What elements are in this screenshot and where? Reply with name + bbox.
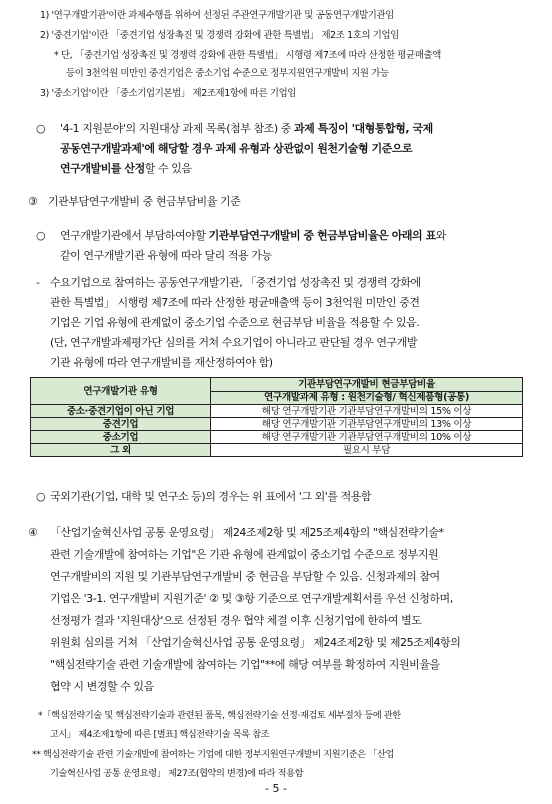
para3-line4: (단, 연구개발과제평가단 심의를 거쳐 수요기업이 아니라고 판단될 경우 연구개발 bbox=[50, 336, 418, 349]
table-row bbox=[31, 444, 523, 457]
section4-line5: 선정평가 결과 '지원대상'으로 선정된 경우 협약 체결 이후 신청기업에 한하여 별도 bbox=[50, 614, 422, 627]
para2-line1 bbox=[60, 230, 446, 241]
bullet-circle: ○ bbox=[36, 229, 46, 242]
para2-line2: 같이 연구개발기관 유형에 따라 달리 적용 가능 bbox=[60, 249, 272, 262]
para1-line3 bbox=[60, 163, 192, 174]
section4-line4: 기업은 '3-1. 연구개발비 지원기준' ② 및 ③항 기준으로 연구개발계획서를 우선 신청하며, bbox=[50, 592, 453, 605]
footnote-2: 2) '중견기업'이란 「중견기업 성장촉진 및 경쟁력 강화에 관한 특별법」 제2조 1호의 기업임 bbox=[40, 30, 399, 41]
table-group-header: 기관부담연구개발비 현금부담비율 bbox=[211, 378, 523, 392]
section4-line2: 관련 기술개발에 참여하는 기업"은 기관 유형에 관계없이 중소기업 수준으로 정부지원 bbox=[50, 548, 439, 561]
table-sub-header: 연구개발과제 유형 : 원천기술형/ 혁신제품형(공통) bbox=[211, 391, 523, 405]
para1-line1 bbox=[60, 123, 433, 134]
table-row bbox=[31, 418, 523, 431]
para3-line1: 수요기업으로 참여하는 공동연구개발기관, 「중견기업 성장촉진 및 경쟁력 강화에 bbox=[50, 276, 421, 289]
bullet-circle: ○ bbox=[36, 490, 46, 503]
table-row-type: 그 외 bbox=[31, 444, 211, 457]
para1-bold: 연구개발비를 산정 bbox=[60, 162, 145, 175]
footnote-double-star-line2: 기술혁신사업 공통 운영요령」 제27조(협약의 변경)에 따라 적용함 bbox=[50, 768, 304, 779]
section4-line7: "핵심전략기술 관련 기술개발에 참여하는 기업"**에 해당 여부를 확정하여 지원비율을 bbox=[50, 658, 440, 671]
table-row bbox=[31, 405, 523, 418]
table-row-type: 중소기업 bbox=[31, 431, 211, 444]
footnote-star-line2: 고시」 제4조제1항에 따른 [별표] 핵심전략기술 목록 참조 bbox=[50, 729, 270, 740]
table-row-value: 해당 연구개발기관 기관부담연구개발비의 15% 이상 bbox=[211, 405, 523, 418]
para3-line2: 관한 특별법」 시행령 제7조에 따라 산정한 평균매출액 등이 3천억원 미만인 중견 bbox=[50, 296, 420, 309]
para1-bold: 과제 특징이 '대형통합형, 국제 bbox=[293, 122, 433, 135]
table-row-value: 해당 연구개발기관 기관부담연구개발비의 10% 이상 bbox=[211, 431, 523, 444]
footnote-star-line1: *「핵심전략기술 및 핵심전략기술과 관련된 품목, 핵심전략기술 선정·재검토 세부절차 등에 관한 bbox=[38, 710, 401, 721]
footnote-3: 3) '중소기업'이란 「중소기업기본법」 제2조제1항에 따른 기업임 bbox=[40, 88, 297, 99]
section4-line6: 위원회 심의를 거쳐 「산업기술혁신사업 공통 운영요령」 제24조제2항 및 제25조제4항의 bbox=[50, 636, 461, 649]
table-row-value: 해당 연구개발기관 기관부담연구개발비의 13% 이상 bbox=[211, 418, 523, 431]
para1-text: '4-1 지원분야'의 지원대상 과제 목록(첨부 참조) 중 bbox=[60, 122, 294, 135]
section-marker-3: ③ bbox=[28, 195, 38, 208]
section4-line8: 협약 시 변경할 수 있음 bbox=[50, 680, 154, 693]
para3-line5: 기관 유형에 따라 연구개발비를 재산정하여야 함) bbox=[50, 356, 273, 369]
bullet-circle: ○ bbox=[36, 122, 46, 135]
dash-marker: - bbox=[36, 276, 40, 289]
para3-line3: 기업은 기업 유형에 관계없이 중소기업 수준으로 현금부담 비율을 적용할 수 있음. bbox=[50, 316, 420, 329]
table-row-type: 중소·중견기업이 아닌 기업 bbox=[31, 405, 211, 418]
para1-text: 할 수 있음 bbox=[144, 162, 192, 175]
section-marker-4: ④ bbox=[28, 526, 38, 539]
table-row-value: 필요시 부담 bbox=[211, 444, 523, 457]
footnote-2-note-line1: * 단, 「중견기업 성장촉진 및 경쟁력 강화에 관한 특별법」 시행령 제7조에 따라 산정한 평균매출액 bbox=[54, 50, 441, 61]
footnote-double-star-line1: ** 핵심전략기술 관련 기술개발에 참여하는 기업에 대한 정부지원연구개발비 지원기준은 「산업 bbox=[32, 749, 394, 760]
table-row-type: 중견기업 bbox=[31, 418, 211, 431]
footnote-2-note-line2: 등이 3천억원 미만인 중견기업은 중소기업 수준으로 정부지원연구개발비 지원 가능 bbox=[66, 68, 389, 79]
table-col-header: 연구개발기관 유형 bbox=[31, 378, 211, 405]
cash-ratio-table bbox=[30, 377, 523, 457]
para2-bold: 기관부담연구개발비 중 현금부담비율은 아래의 표 bbox=[208, 229, 436, 242]
para2-text: 와 bbox=[435, 229, 446, 242]
para4-text: 국외기관(기업, 대학 및 연구소 등)의 경우는 위 표에서 '그 외'를 적용함 bbox=[50, 490, 372, 503]
table-row bbox=[31, 431, 523, 444]
para1-line2: 공동연구개발과제'에 해당할 경우 과제 유형과 상관없이 원천기술형 기준으로 bbox=[60, 142, 413, 155]
footnote-1: 1) '연구개발기관'이란 과제수행을 위하여 선정된 주관연구개발기관 및 공동연구개발기관임 bbox=[40, 10, 394, 21]
section4-line1: 「산업기술혁신사업 공통 운영요령」 제24조제2항 및 제25조제4항의 "핵심전략기술* bbox=[50, 526, 444, 539]
section4-line3: 연구개발비의 지원 및 기관부담연구개발비 중 현금을 부담할 수 있음. 신청과제의 참여 bbox=[50, 570, 440, 583]
section3-title: 기관부담연구개발비 중 현금부담비율 기준 bbox=[48, 195, 241, 208]
page-number: - 5 - bbox=[265, 782, 287, 795]
para2-text: 연구개발기관에서 부담하여야할 bbox=[60, 229, 209, 242]
